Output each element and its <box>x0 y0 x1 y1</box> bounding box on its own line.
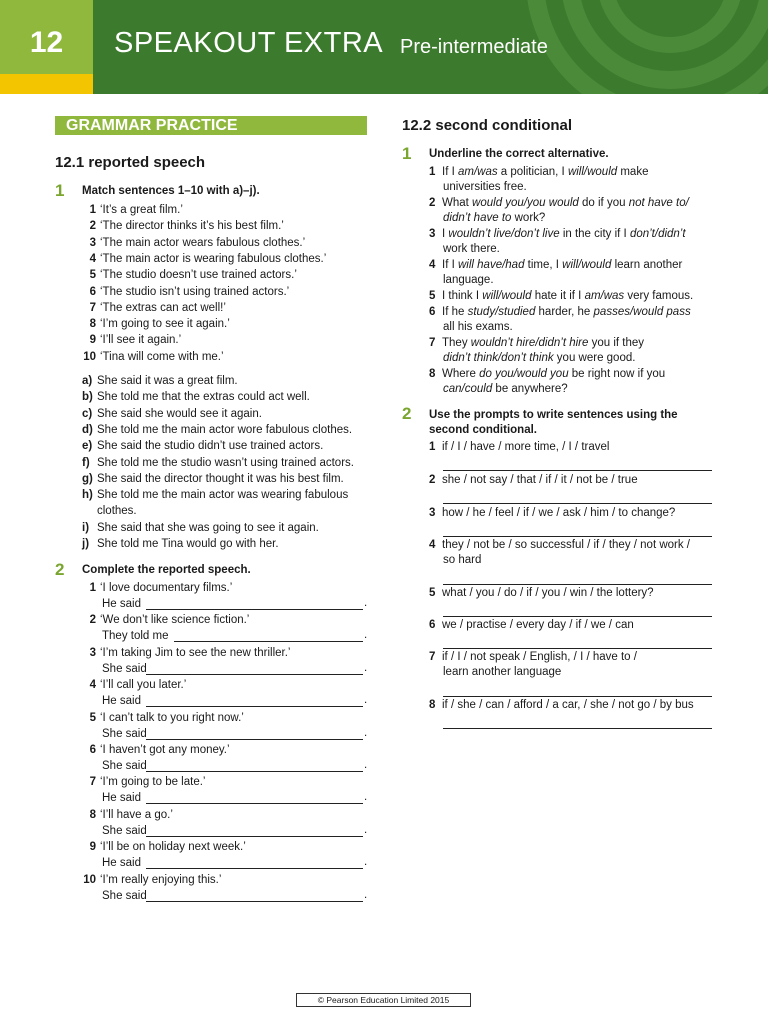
list-item-cont: didn’t think/don’t think you were good. <box>443 352 636 364</box>
answer-line[interactable] <box>443 728 712 729</box>
item-number: 3 <box>89 236 96 249</box>
list-item <box>429 538 690 553</box>
answer-letter: i) <box>82 521 90 534</box>
exercise-instruction: Match sentences 1–10 with a)–j). <box>82 185 260 197</box>
exercise-number: 1 <box>402 144 412 163</box>
item-number: 5 <box>429 587 436 599</box>
item-number: 2 <box>89 220 96 233</box>
exercise-instruction: Complete the reported speech. <box>82 564 251 576</box>
speaker-label: They told me <box>102 630 169 643</box>
list-item: 5 I think I will/would hate it if I am/was very famous. <box>429 290 694 302</box>
item-number: 4 <box>89 679 96 692</box>
list-item: 4 If I will have/had time, I will/would learn another <box>429 259 683 271</box>
speaker-label: He said <box>102 695 141 708</box>
item-text: if / I / have / more time, / I / travel <box>442 441 610 453</box>
list-item <box>82 301 226 316</box>
item-text: ‘It’s a great film.’ <box>100 204 183 216</box>
answer-item <box>82 488 348 503</box>
list-item <box>82 646 290 661</box>
item-number: 1 <box>89 582 96 594</box>
item-number: 4 <box>429 539 436 551</box>
item-number: 8 <box>89 318 96 331</box>
answer-letter: g) <box>82 472 93 485</box>
list-item-cont: all his exams. <box>443 321 513 333</box>
copyright-footer: © Pearson Education Limited 2015 <box>296 993 471 1007</box>
page-header <box>0 0 768 94</box>
item-number: 7 <box>429 651 436 663</box>
answer-letter: a) <box>82 375 93 387</box>
item-text: ‘The main actor is wearing fabulous clothes.’ <box>100 252 327 265</box>
item-quote: ‘I’ll be on holiday next week.’ <box>100 841 246 854</box>
item-number: 4 <box>89 252 96 265</box>
item-number: 9 <box>89 334 96 347</box>
answer-text-cont: clothes. <box>97 505 137 518</box>
item-number: 6 <box>89 285 96 298</box>
item-number: 7 <box>89 776 96 789</box>
period: . <box>364 597 368 609</box>
speaker-label: He said <box>102 792 141 805</box>
answer-line[interactable] <box>146 868 363 869</box>
item-text: ‘The studio isn’t using trained actors.’ <box>100 285 290 298</box>
list-item <box>82 775 205 790</box>
answer-item <box>82 537 279 552</box>
item-text: ‘I’m going to see it again.’ <box>100 318 230 331</box>
list-item <box>429 698 694 713</box>
answer-text: She told me the main actor wore fabulous clothes. <box>97 423 353 436</box>
answer-text: She said she would see it again. <box>97 407 262 420</box>
list-item <box>82 285 289 300</box>
list-item-cont: didn’t have to work? <box>443 212 546 224</box>
answer-item <box>82 374 238 389</box>
exercise-instruction: Use the prompts to write sentences using the <box>429 409 678 421</box>
list-item-cont: work there. <box>443 243 500 255</box>
list-item: 6 If he study/studied harder, he passes/would pass <box>429 306 691 318</box>
answer-line[interactable] <box>443 470 712 471</box>
item-quote: ‘I haven’t got any money.’ <box>100 744 230 756</box>
answer-text: She told me that the extras could act well. <box>97 391 310 404</box>
answer-text: She told me the studio wasn’t using trained actors. <box>97 456 354 469</box>
list-item: 8 Where do you/would you be right now if you <box>429 368 666 380</box>
item-number: 5 <box>89 711 96 724</box>
answer-line[interactable] <box>443 503 712 504</box>
answer-line[interactable] <box>174 641 363 642</box>
item-quote: ‘I’ll have a go.’ <box>100 808 173 821</box>
list-item <box>82 711 244 726</box>
item-number: 5 <box>89 269 96 282</box>
item-number: 3 <box>429 507 436 519</box>
answer-line[interactable] <box>146 674 363 675</box>
list-item <box>82 840 246 855</box>
list-item <box>82 219 284 234</box>
item-text: ‘The main actor wears fabulous clothes.’ <box>100 236 306 249</box>
item-text: ‘The extras can act well!’ <box>100 301 226 314</box>
period: . <box>364 661 368 674</box>
item-number: 2 <box>89 614 96 627</box>
item-number: 8 <box>429 699 436 711</box>
item-number: 6 <box>429 619 436 631</box>
list-item <box>82 808 173 823</box>
list-item: 2 What would you/you would do if you not have to/ <box>429 197 689 209</box>
item-text: if / she / can / afford / a car, / she / not go / by bus <box>442 699 694 711</box>
answer-letter: b) <box>82 391 93 404</box>
section-title-12-1: 12.1 reported speech <box>55 154 206 171</box>
item-text: ‘The studio doesn’t use trained actors.’ <box>100 269 297 282</box>
exercise-number: 1 <box>55 181 65 200</box>
answer-item <box>82 390 310 405</box>
section-banner: GRAMMAR PRACTICE <box>55 116 367 135</box>
list-item <box>429 586 654 601</box>
list-item <box>82 350 224 365</box>
speaker-label: She said <box>102 760 147 772</box>
item-number: 2 <box>429 474 436 486</box>
period: . <box>364 856 368 869</box>
answer-text: She said it was a great film. <box>97 375 238 387</box>
answer-text: She said the director thought it was his best film. <box>97 472 344 485</box>
item-quote: ‘I’m really enjoying this.’ <box>100 873 222 886</box>
unit-number: 12 <box>29 26 64 59</box>
item-number: 1 <box>89 204 96 216</box>
item-number: 10 <box>83 350 96 363</box>
period: . <box>364 888 368 901</box>
answer-letter: d) <box>82 423 93 436</box>
answer-item <box>82 407 262 422</box>
list-item <box>82 613 249 628</box>
item-text-cont: so hard <box>443 554 482 566</box>
list-item <box>82 333 181 348</box>
answer-line[interactable] <box>443 648 712 649</box>
list-item-cont: language. <box>443 274 494 286</box>
item-number: 1 <box>429 441 436 453</box>
answer-letter: h) <box>82 489 93 502</box>
item-text: ‘I’ll see it again.’ <box>100 334 182 347</box>
item-text: they / not be / so successful / if / they / not work / <box>442 539 691 551</box>
unit-strip <box>0 74 93 94</box>
section-title-12-2: 12.2 second conditional <box>402 117 573 134</box>
item-quote: ‘I’m taking Jim to see the new thriller.’ <box>100 646 291 659</box>
list-item <box>82 581 232 596</box>
list-item <box>82 873 221 888</box>
list-item <box>82 678 186 693</box>
answer-text: She told me Tina would go with her. <box>97 538 279 550</box>
answer-item <box>82 521 319 536</box>
list-item-cont: universities free. <box>443 181 527 193</box>
answer-item <box>82 456 354 471</box>
item-quote: ‘I’ll call you later.’ <box>100 679 187 692</box>
circle-decoration <box>520 0 768 94</box>
speaker-label: She said <box>102 662 147 675</box>
answer-letter: j) <box>82 538 90 550</box>
answer-letter: f) <box>82 456 90 469</box>
answer-text: She said that she was going to see it again. <box>97 521 319 534</box>
item-number: 7 <box>89 301 96 314</box>
item-quote: ‘I love documentary films.’ <box>100 582 233 594</box>
speaker-label: She said <box>102 727 147 740</box>
answer-line[interactable] <box>146 901 363 902</box>
item-quote: ‘I can’t talk to you right now.’ <box>100 711 244 724</box>
period: . <box>364 823 368 836</box>
item-quote: ‘I’m going to be late.’ <box>100 776 206 789</box>
list-item: 7 They wouldn’t hire/didn’t hire you if they <box>429 337 645 349</box>
answer-text: She said the studio didn’t use trained actors. <box>97 440 324 453</box>
speaker-label: He said <box>102 857 141 870</box>
answer-letter: e) <box>82 440 93 453</box>
list-item <box>429 506 675 521</box>
item-number: 10 <box>83 873 96 886</box>
series-title: SPEAKOUT EXTRA <box>114 27 384 59</box>
list-item <box>82 743 230 758</box>
item-text: ‘Tina will come with me.’ <box>100 350 224 363</box>
item-number: 8 <box>89 808 96 821</box>
list-item <box>82 317 230 332</box>
level-title: Pre-intermediate <box>400 36 548 58</box>
answer-line[interactable] <box>443 696 712 697</box>
answer-line[interactable] <box>443 584 712 585</box>
exercise-number: 2 <box>402 404 412 423</box>
list-item <box>82 252 326 267</box>
list-item <box>82 236 305 251</box>
item-text: ‘The director thinks it’s his best film.’ <box>100 220 284 233</box>
answer-line[interactable] <box>146 706 363 707</box>
answer-letter: c) <box>82 407 93 420</box>
item-text: what / you / do / if / you / win / the lottery? <box>442 587 654 599</box>
item-text-cont: learn another language <box>443 666 562 678</box>
period: . <box>364 629 368 642</box>
list-item <box>429 650 637 665</box>
item-number: 9 <box>89 841 96 854</box>
answer-line[interactable] <box>443 616 712 617</box>
answer-line[interactable] <box>443 536 712 537</box>
item-text: we / practise / every day / if / we / can <box>442 619 634 631</box>
answer-line[interactable] <box>146 771 363 772</box>
period: . <box>364 759 368 771</box>
answer-line[interactable] <box>146 739 363 740</box>
exercise-instruction-cont: second conditional. <box>429 424 537 436</box>
answer-line[interactable] <box>146 609 363 610</box>
period: . <box>364 726 368 739</box>
item-number: 3 <box>89 646 96 659</box>
item-text: how / he / feel / if / we / ask / him / to change? <box>442 507 676 519</box>
exercise-instruction: Underline the correct alternative. <box>429 148 609 160</box>
list-item <box>429 618 634 633</box>
period: . <box>364 694 368 707</box>
answer-item <box>82 423 352 438</box>
answer-item <box>82 472 344 487</box>
answer-text: She told me the main actor was wearing fabulous <box>97 489 349 502</box>
exercise-number: 2 <box>55 560 65 579</box>
list-item <box>429 473 638 488</box>
list-item-cont: can/could be anywhere? <box>443 383 568 395</box>
list-item <box>82 203 183 218</box>
list-item: 3 I wouldn’t live/don’t live in the city if I don’t/didn’t <box>429 228 686 240</box>
list-item <box>82 268 297 283</box>
list-item <box>429 440 609 455</box>
speaker-label: She said <box>102 889 147 902</box>
answer-line[interactable] <box>146 803 363 804</box>
list-item: 1 If I am/was a politician, I will/would make <box>429 166 649 178</box>
period: . <box>364 791 368 804</box>
speaker-label: He said <box>102 598 141 610</box>
speaker-label: She said <box>102 824 147 837</box>
answer-item <box>82 439 323 454</box>
item-text: she / not say / that / if / it / not be / true <box>442 474 638 486</box>
item-number: 6 <box>89 744 96 756</box>
answer-line[interactable] <box>146 836 363 837</box>
item-text: if / I / not speak / English, / I / have to / <box>442 651 637 663</box>
item-quote: ‘We don’t like science fiction.’ <box>100 614 250 627</box>
